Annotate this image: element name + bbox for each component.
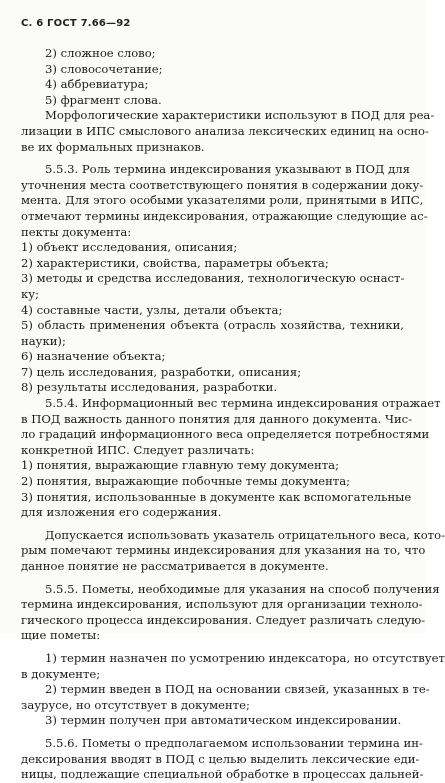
paragraph-line: дексирования вводят в ПОД с целью выделить лексические еди-: [21, 751, 420, 766]
list-item: заурусе, но отсутствует в документе;: [21, 697, 250, 712]
list-item: 4) составные части, узлы, детали объекта;: [21, 302, 283, 317]
paragraph-line: щие пометы:: [21, 628, 101, 643]
paragraph-line: 5.5.4. Информационный вес термина индексирования отражает: [45, 396, 441, 411]
list-item: 2) сложное слово;: [45, 46, 156, 60]
list-item: в документе;: [21, 666, 101, 681]
paragraph-line: Морфологические характеристики используют в ПОД для реа-: [45, 108, 435, 123]
list-item: 6) назначение объекта;: [21, 349, 166, 364]
paragraph-line: пекты документа:: [21, 224, 132, 239]
list-item: 5) область применения объекта (отрасль хозяйства, техники,: [21, 318, 404, 333]
paragraph-line: гического процесса индексирования. Следует различать следую-: [21, 612, 426, 627]
list-item: 3) словосочетание;: [45, 61, 163, 76]
list-item: 3) термин получен при автоматическом индексировании.: [45, 713, 402, 728]
paragraph-line: 5.5.6. Пометы о предполагаемом использовании термина ин-: [45, 735, 423, 750]
list-item: 7) цель исследования, разработки, описания;: [21, 364, 302, 379]
paragraph-line: Допускается использовать указатель отрицательного веса, кото-: [45, 527, 445, 542]
paragraph-line: ницы, подлежащие специальной обработке в процессах дальней-: [21, 767, 424, 782]
paragraph-line: термина индексирования, используют для организации техноло-: [21, 597, 423, 612]
paragraph-line: рым помечают термины индексирования для указания на то, что: [21, 543, 426, 558]
paragraph-line: данное понятие не рассматривается в документе.: [21, 559, 329, 573]
list-item: 3) понятия, использованные в документе как вспомогательные: [21, 489, 412, 504]
list-item: 5) фрагмент слова.: [45, 92, 162, 107]
list-item: 3) методы и средства исследования, технологическую оснаст-: [21, 271, 405, 286]
list-item: 2) термин введен в ПОД на основании связей, указанных в те-: [45, 682, 430, 697]
list-item: для изложения его содержания.: [21, 505, 222, 520]
paragraph-line: ло градаций информационного веса определяется потребностями: [21, 427, 430, 442]
paragraph-line: лизации в ИПС смыслового анализа лексических единиц на осно-: [21, 123, 429, 138]
list-item: 2) понятия, выражающие побочные темы документа;: [21, 474, 351, 489]
page-body: [21, 46, 445, 783]
list-item: науки);: [21, 333, 66, 348]
paragraph-line: уточнения места соответствующего понятия в содержании доку-: [21, 177, 424, 192]
list-item: 1) понятия, выражающие главную тему документа;: [21, 458, 340, 473]
paragraph-line: мента. Для этого особыми указателями роли, принятыми в ИПС,: [21, 193, 424, 208]
list-item: 1) термин назначен по усмотрению индексатора, но отсутствует: [45, 650, 445, 665]
list-item: 8) результаты исследования, разработки.: [21, 380, 278, 395]
page-header: С. 6 ГОСТ 7.66—92: [21, 18, 131, 29]
list-item: 1) объект исследования, описания;: [21, 240, 238, 255]
list-item: ку;: [21, 286, 39, 301]
paragraph-line: в ПОД важность данного понятия для данного документа. Чис-: [21, 411, 413, 426]
paragraph-line: 5.5.5. Пометы, необходимые для указания на способ получения: [45, 581, 440, 596]
paragraph-line: 5.5.3. Роль термина индексирования указывают в ПОД для: [45, 162, 410, 177]
paragraph-line: отмечают термины индексирования, отражающие следующие ас-: [21, 208, 428, 223]
paragraph-line: конкретной ИПС. Следует различать:: [21, 442, 255, 457]
list-item: 2) характеристики, свойства, параметры объекта;: [21, 255, 329, 270]
list-item: 4) аббревиатура;: [45, 77, 149, 92]
paragraph-line: ве их формальных признаков.: [21, 139, 205, 154]
